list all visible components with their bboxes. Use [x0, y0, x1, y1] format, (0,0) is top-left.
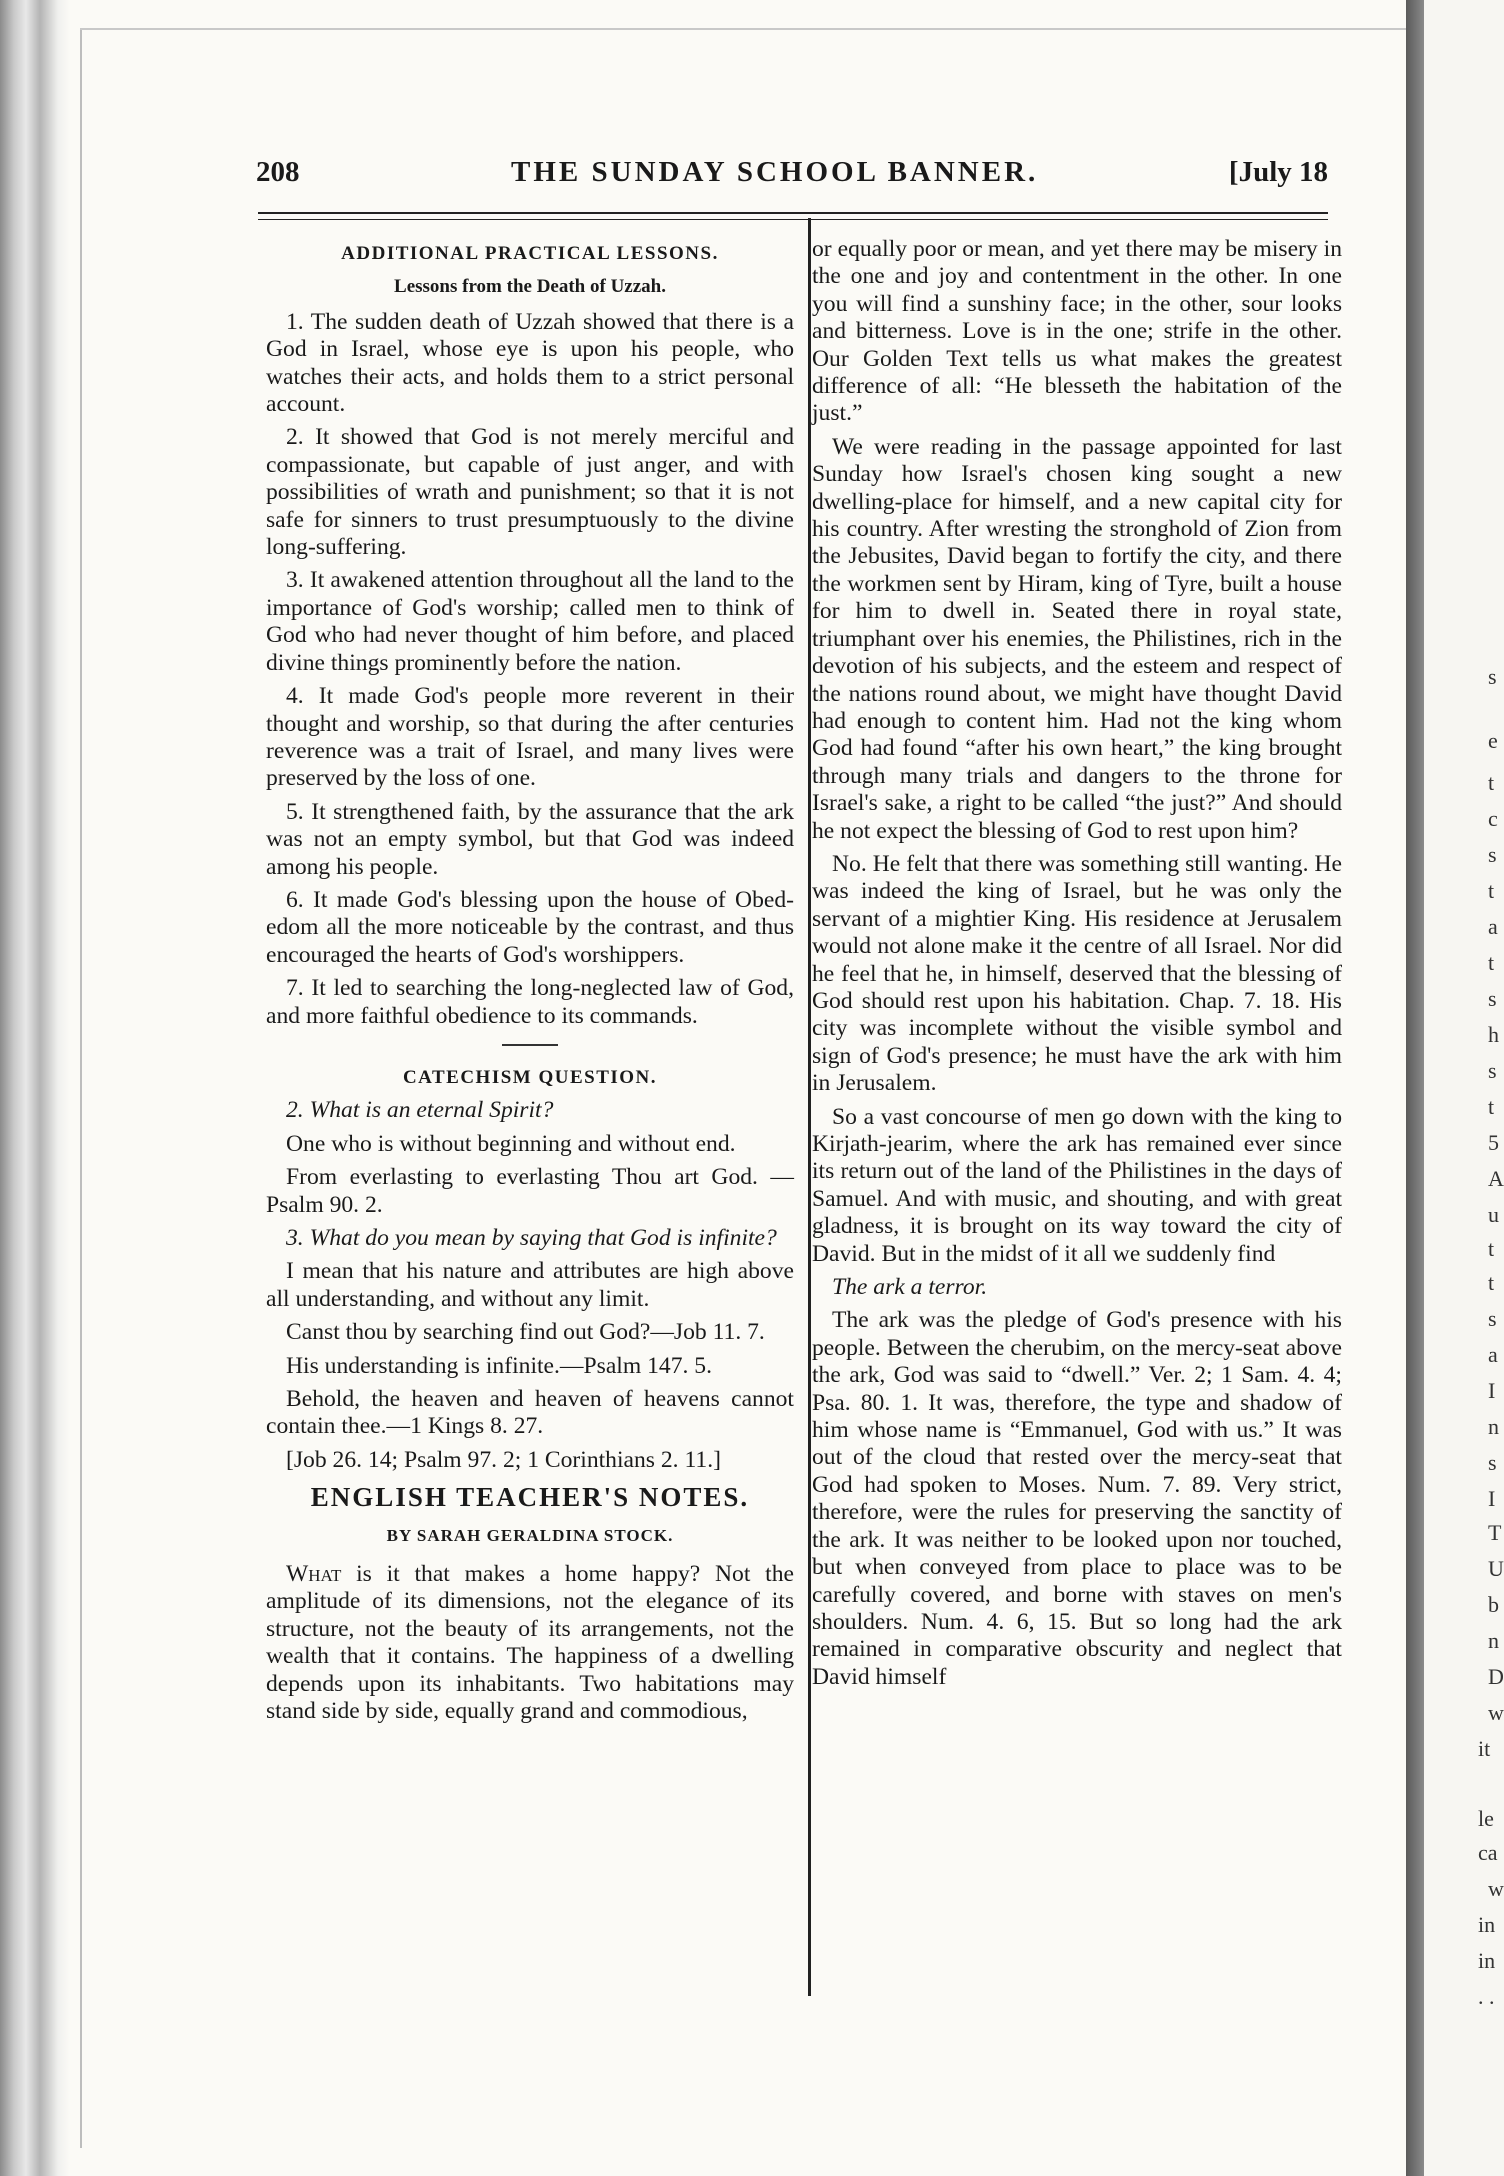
adjacent-page-fragment: w — [1488, 1876, 1504, 1901]
adjacent-page-fragment: a — [1488, 914, 1498, 939]
adjacent-page-fragment: 5 — [1488, 1130, 1499, 1155]
notes-heading: ENGLISH TEACHER'S NOTES. — [310, 1482, 750, 1513]
adjacent-page-fragment: it — [1478, 1736, 1491, 1761]
adjacent-page-fragment: s — [1488, 842, 1497, 867]
adjacent-page-fragment: s — [1488, 1058, 1497, 1083]
body-paragraph: So a vast concourse of men go down with the king to Kirjath-jearim, where the ark has remained ever since its return out of the land of the Philistines in the days of Samuel. And with music, and shouting, and with great gladness, it is brought on its way toward the city of David. But in the midst of it all we suddenly find — [812, 1103, 1342, 1267]
adjacent-page-fragment: e — [1488, 728, 1498, 753]
lesson-paragraph: 2. It showed that God is not merely merciful and compassionate, but capable of just anger, and with possibilities of wrath and punishment; so that it is not safe for sinners to trust presumptuously to the divine long-suffering. — [266, 424, 794, 561]
journal-title: THE SUNDAY SCHOOL BANNER. — [511, 156, 1039, 188]
lesson-paragraph: 5. It strengthened faith, by the assurance that the ark was not an empty symbol, but that God was indeed among his people. — [266, 798, 794, 880]
author-byline: BY SARAH GERALDINA STOCK. — [386, 1525, 674, 1545]
adjacent-page-fragment: s — [1488, 986, 1497, 1011]
section-divider — [502, 1044, 558, 1046]
notes-paragraph — [266, 1561, 794, 1725]
scripture-reference: From everlasting to everlasting Thou art God. —Psalm 90. 2. — [266, 1164, 794, 1218]
column-divider — [808, 218, 811, 1996]
left-column — [266, 236, 794, 1732]
adjacent-page-fragment: t — [1488, 950, 1495, 975]
section-heading: ADDITIONAL PRACTICAL LESSONS. — [341, 243, 719, 264]
adjacent-page-fragment: le — [1478, 1806, 1494, 1831]
body-paragraph: or equally poor or mean, and yet there may be misery in the one and joy and contentment in the other. In one you will find a sunshiny face; in the other, sour looks and bitterness. Love is in the one; strife in the other. Our Golden Text tells us what makes the greatest difference of all: “He blesseth the habitation of the just.” — [812, 236, 1342, 427]
catechism-question: 2. What is an eternal Spirit? — [286, 1097, 554, 1124]
adjacent-page-fragment: D — [1488, 1664, 1504, 1689]
body-paragraph: We were reading in the passage appointed for last Sunday how Israel's chosen king sought a new dwelling-place for himself, and a new capital city for his country. After wresting the stronghold of Zion from the Jebusites, David began to fortify the city, and there the workmen sent by Hiram, king of Tyre, built a house for him to dwell in. Seated there in royal state, triumphant over his enemies, the Philistines, rich in the devotion of his subjects, and the esteem and respect of the nations round about, we might have thought David had enough to content him. Had not the king whom God had found “after his own heart,” the king brought through many trials and dangers to the throne for Israel's sake, a right to be called “the just?” And should he not expect the blessing of God to rest upon him? — [812, 433, 1342, 844]
adjacent-page-fragment: I — [1488, 1378, 1496, 1403]
catechism-heading: CATECHISM QUESTION. — [402, 1066, 658, 1088]
running-head — [256, 156, 1328, 200]
adjacent-page-fragment: n — [1488, 1628, 1499, 1653]
adjacent-page-fragment: ca — [1478, 1840, 1498, 1865]
adjacent-page-fragment: t — [1488, 878, 1495, 903]
adjacent-page-fragment: T — [1488, 1520, 1502, 1545]
lesson-paragraph: 4. It made God's people more reverent in their thought and worship, so that during the after centuries reverence was a trait of Israel, and many lives were preserved by the loss of one. — [266, 683, 794, 792]
adjacent-page-fragment: t — [1488, 1236, 1495, 1261]
body-paragraph: The ark was the pledge of God's presence with his people. Between the cherubim, on the mercy-seat above the ark, God was said to “dwell.” Ver. 2; 1 Sam. 4. 4; Psa. 80. 1. It was, therefore, the type and shadow of him whose name is “Emmanuel, God with us.” It was out of the cloud that rested over the mercy-seat that God had spoken to Moses. Num. 7. 89. Very strict, therefore, were the rules for preserving the sanctity of the ark. It was neither to be looked upon nor touched, but when conveyed from place to place was to be carefully covered, and borne with staves on men's shoulders. Num. 4. 6, 15. But so long had the ark remained in comparative obscurity and neglect that David himself — [812, 1307, 1342, 1690]
page-edge — [80, 28, 82, 2148]
adjacent-page-fragment: A — [1488, 1166, 1504, 1191]
header-rule — [258, 212, 1328, 220]
adjacent-page-fragment: u — [1488, 1202, 1499, 1227]
adjacent-page-fragment: U — [1488, 1556, 1504, 1581]
book-gutter — [1406, 0, 1424, 2176]
lesson-paragraph: 1. The sudden death of Uzzah showed that there is a God in Israel, whose eye is upon his people, who watches their acts, and holds them to a strict personal account. — [266, 308, 794, 418]
body-paragraph: No. He felt that there was something still wanting. He was indeed the king of Israel, but he was only the servant of a mightier King. His residence at Jerusalem would not alone make it the centre of all Israel. Nor did he feel that he, in himself, deserved that the blessing of God should rest upon his habitation. Chap. 7. 18. His city was incomplete without the visible symbol and sign of God's presence; he must have the ark with him in Jerusalem. — [812, 850, 1342, 1097]
catechism-answer: One who is without beginning and without end. — [286, 1130, 736, 1157]
adjacent-page-fragment: w — [1488, 1700, 1504, 1725]
right-column — [812, 236, 1342, 1697]
adjacent-page-fragment: t — [1488, 1094, 1495, 1119]
adjacent-page-fragment: n — [1488, 1414, 1499, 1439]
section-subheading: Lessons from the Death of Uzzah. — [394, 276, 666, 298]
lesson-paragraph: 3. It awakened attention throughout all the land to the importance of God's worship; called men to think of God who had never thought of him before, and placed divine things prominently before the nation. — [266, 567, 794, 676]
scripture-reference: Behold, the heaven and heaven of heavens cannot contain thee.—1 Kings 8. 27. — [266, 1386, 794, 1440]
adjacent-page-fragment: h — [1488, 1022, 1499, 1047]
adjacent-page-fragment: c — [1488, 806, 1498, 831]
adjacent-page-fragment: t — [1488, 770, 1495, 795]
lesson-paragraph: 6. It made God's blessing upon the house of Obed-edom all the more noticeable by the contrast, and thus encouraged the hearts of God's worshippers. — [266, 886, 794, 968]
page-edge-top — [80, 28, 1410, 30]
notes-text: is it that makes a home happy? Not the amplitude of its dimensions, not the elegance of its structure, not the beauty of its arrangements, not the wealth that it contains. The happiness of a dwelling depends upon its inhabitants. Two habitations may stand side by side, equally grand and commodious, — [266, 1561, 794, 1725]
adjacent-page-fragment: in — [1478, 1948, 1496, 1973]
scripture-reference: His understanding is infinite.—Psalm 147. 5. — [286, 1352, 712, 1379]
adjacent-page-fragment: a — [1488, 1342, 1498, 1367]
adjacent-page-fragment: in — [1478, 1912, 1496, 1937]
scripture-reference: Canst thou by searching find out God?—Job 11. 7. — [286, 1319, 765, 1346]
lesson-paragraph: 7. It led to searching the long-neglected law of God, and more faithful obedience to its commands. — [266, 975, 794, 1029]
adjacent-page-fragment: s — [1488, 1306, 1497, 1331]
reference-list: [Job 26. 14; Psalm 97. 2; 1 Corinthians 2. 11.] — [286, 1446, 721, 1473]
adjacent-page-fragment: . . — [1478, 1984, 1495, 2009]
adjacent-page-fragment: b — [1488, 1592, 1499, 1617]
adjacent-page-fragment: t — [1488, 1270, 1495, 1295]
page-number: 208 — [256, 156, 300, 188]
paragraph-subhead: The ark a terror. — [832, 1274, 988, 1301]
adjacent-page-fragment: s — [1488, 664, 1497, 689]
issue-date: [July 18 — [1228, 156, 1328, 188]
catechism-answer: I mean that his nature and attributes are high above all understanding, and without any limit. — [266, 1258, 794, 1312]
drop-word: What — [286, 1561, 342, 1588]
book-binding — [0, 0, 70, 2176]
adjacent-page-fragment: s — [1488, 1450, 1497, 1475]
catechism-question: 3. What do you mean by saying that God is infinite? — [286, 1225, 777, 1251]
adjacent-page-fragment: I — [1488, 1486, 1496, 1511]
